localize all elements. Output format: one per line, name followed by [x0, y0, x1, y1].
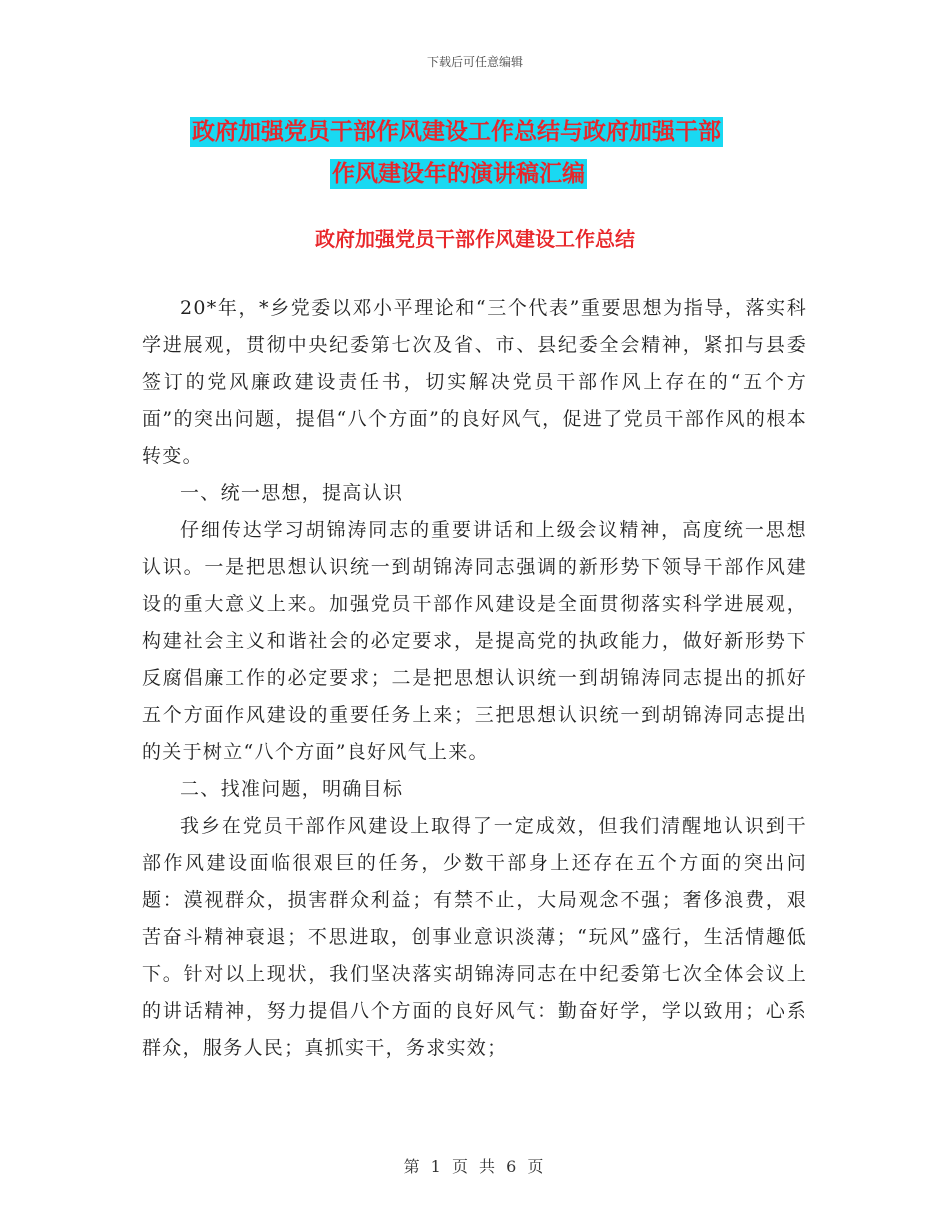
section-title: 政府加强党员干部作风建设工作总结: [315, 227, 635, 251]
title-line-1-text: 政府加强党员干部作风建设工作总结与政府加强干部: [192, 119, 721, 145]
title-line-2-text: 作风建设年的演讲稿汇编: [332, 161, 585, 187]
document-title-line-2: [330, 157, 630, 191]
section-heading: 二、找准问题，明确目标: [180, 778, 404, 800]
section-heading: 一、统一思想，提高认识: [180, 482, 404, 504]
document-body: [142, 290, 807, 1067]
paragraph: 仔细传达学习胡锦涛同志的重要讲话和上级会议精神，高度统一思想认识。一是把思想认识统一到胡锦涛同志强调的新形势下领导干部作风建设的重大意义上来。加强党员干部作风建设是全面贯彻落实科学进展观，构建社会主义和谐社会的必定要求，是提高党的执政能力，做好新形势下反腐倡廉工作的必定要求；二是把思想认识统一到胡锦涛同志提出的抓好五个方面作风建设的重要任务上来；三把思想认识统一到胡锦涛同志提出的关于树立“八个方面”良好风气上来。: [142, 519, 807, 763]
paragraph: 20*年，*乡党委以邓小平理论和“三个代表”重要思想为指导，落实科学进展观，贯彻中央纪委第七次及省、市、县纪委全会精神，紧扣与县委签订的党风廉政建设责任书，切实解决党员干部作风上存在的“五个方面”的突出问题，提倡“八个方面”的良好风气，促进了党员干部作风的根本转变。: [142, 297, 807, 467]
page-footer: 第 1 页 共 6 页: [403, 1157, 547, 1176]
paragraph: 我乡在党员干部作风建设上取得了一定成效，但我们清醒地认识到干部作风建设面临很艰巨的任务，少数干部身上还存在五个方面的突出问题：漠视群众，损害群众利益；有禁不止，大局观念不强；奢侈浪费，艰苦奋斗精神衰退；不思进取，创事业意识淡薄；“玩风”盛行，生活情趣低下。针对以上现状，我们坚决落实胡锦涛同志在中纪委第七次全体会议上的讲话精神，努力提倡八个方面的良好风气：勤奋好学，学以致用；心系群众，服务人民；真抓实干，务求实效；: [142, 815, 807, 1059]
document-title-line-1: [190, 115, 805, 149]
page-header-note: 下载后可任意编辑: [426, 55, 523, 69]
